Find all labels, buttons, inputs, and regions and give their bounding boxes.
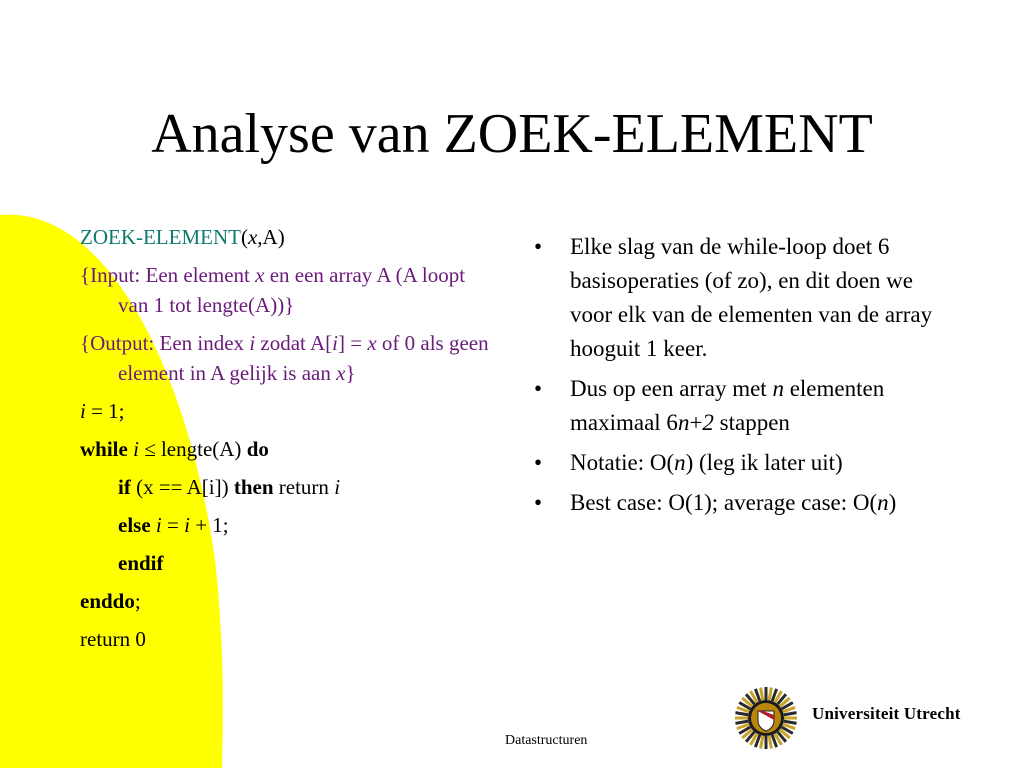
logo-ray (769, 736, 771, 749)
output-comment: {Output: Een index i zodat A[i] = x of 0 als geen element in A gelijk is aan x} (80, 331, 489, 385)
logo-ray (761, 687, 763, 700)
init-line: i = 1; (80, 399, 125, 423)
bullet-item: • Elke slag van de while-loop doet 6 basisoperaties (of zo), en dit doen we voor elk van de elementen van de array hooguit 1 keer. (534, 230, 939, 366)
logo-ray (761, 736, 763, 749)
return-line: return 0 (80, 627, 146, 651)
bullet-list (534, 230, 939, 526)
bullet-icon: • (534, 376, 543, 401)
logo-ray (735, 713, 748, 715)
input-comment: {Input: Een element x en een array A (A loopt van 1 tot lengte(A))} (80, 263, 466, 317)
bullet-icon: • (534, 234, 543, 259)
while-line: while i ≤ lengte(A) do (80, 437, 269, 461)
function-signature: ZOEK-ELEMENT(x,A) (80, 225, 285, 249)
pseudocode-block (80, 222, 500, 662)
function-name: ZOEK-ELEMENT (80, 225, 241, 249)
bullet-item: • Dus op een array met n elementen maximaal 6n+2 stappen (534, 372, 939, 440)
endif-line: endif (118, 551, 164, 575)
logo-ray (784, 721, 797, 723)
slide-title: Analyse van ZOEK-ELEMENT (151, 103, 873, 165)
bullet-item: • Notatie: O(n) (leg ik later uit) (534, 446, 939, 480)
university-name: Universiteit Utrecht (812, 704, 961, 723)
bullet-icon: • (534, 490, 543, 515)
logo-ray (735, 721, 748, 723)
university-sun-logo-icon (733, 685, 799, 751)
enddo-line: enddo; (80, 589, 141, 613)
else-line: else i = i + 1; (118, 513, 229, 537)
bullet-item: • Best case: O(1); average case: O(n) (534, 486, 939, 520)
bullet-icon: • (534, 450, 543, 475)
if-line: if (x == A[i]) then return i (118, 475, 341, 499)
footer-course-name: Datastructuren (505, 733, 588, 748)
logo-ray (784, 713, 797, 715)
logo-ray (769, 687, 771, 700)
